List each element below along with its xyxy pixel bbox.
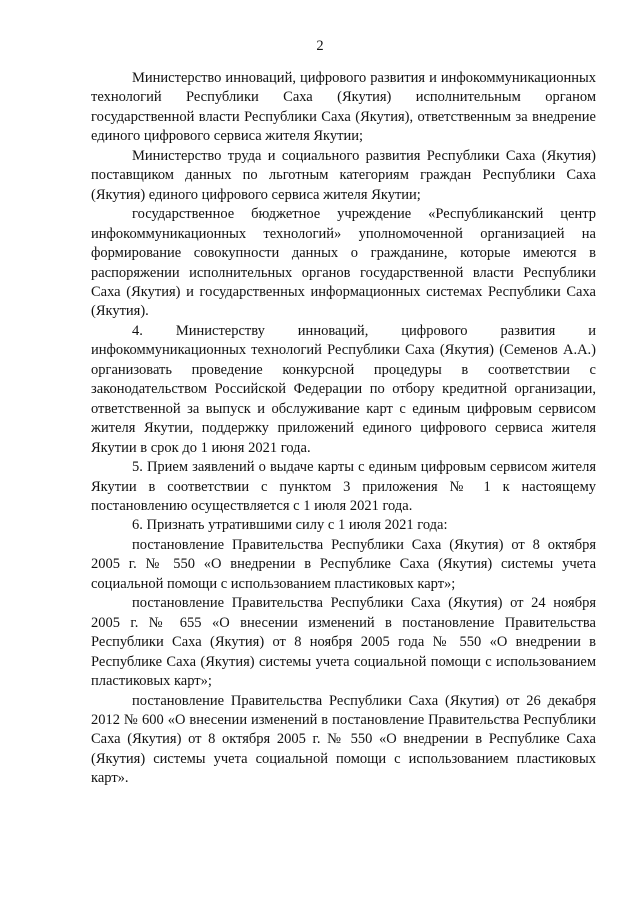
paragraph-resolution-655: постановление Правительства Республики Саха (Якутия) от 24 ноября 2005 г. № 655 «О внесении изменений в постановление Правительства Республики Саха (Якутия) от 8 ноября 2005 года № 550 «О внедрении в Республике Саха (Якутия) системы учета социальной помощи с использованием пластиковых карт»; [91, 595, 596, 690]
paragraph-ict-center: государственное бюджетное учреждение «Республиканский центр инфокоммуникационных технологий» уполномоченной организацией на формирование совокупности данных о гражданине, которые имеются в распоряжении исполнительных органов государственной власти Республики Саха (Якутия) и государственных информационных системах Республики Саха (Якутия). [91, 206, 596, 320]
document-body [91, 69, 596, 789]
page-number: 2 [316, 38, 324, 54]
paragraph-item-5: 5. Прием заявлений о выдаче карты с единым цифровым сервисом жителя Якутии в соответствии с пунктом 3 приложения № 1 к настоящему постановлению осуществляется с 1 июля 2021 года. [91, 459, 596, 514]
paragraph-ministry-labor: Министерство труда и социального развития Республики Саха (Якутия) поставщиком данных по льготным категориям граждан Республики Саха (Якутия) единого цифрового сервиса жителя Якутии; [91, 147, 596, 203]
paragraph-resolution-550: постановление Правительства Республики Саха (Якутия) от 8 октября 2005 г. № 550 «О внедрении в Республике Саха (Якутия) системы учета социальной помощи с использованием пластиковых карт»; [91, 536, 596, 592]
paragraph-item-6: 6. Признать утратившими силу с 1 июля 2021 года: [132, 517, 448, 534]
paragraph-ministry-innovation: Министерство инноваций, цифрового развития и инфокоммуникационных технологий Республики Саха (Якутия) исполнительным органом государственной власти Республики Саха (Якутия), ответственным за внедрение единого цифрового сервиса жителя Якутии; [91, 70, 596, 145]
paragraph-item-4: 4. Министерству инноваций, цифрового развития и инфокоммуникационных технологий Республики Саха (Якутия) (Семенов А.А.) организовать проведение конкурсной процедуры в соответствии с законодательством Российской Федерации по отбору кредитной организации, ответственной за выпуск и обслуживание карт с единым цифровым сервисом жителя Якутии, поддержку приложений единого цифрового сервиса жителя Якутии в срок до 1 июня 2021 года. [91, 322, 596, 456]
paragraph-resolution-600: постановление Правительства Республики Саха (Якутия) от 26 декабря 2012 № 600 «О внесении изменений в постановление Правительства Республики Саха (Якутия) от 8 октября 2005 г. № 550 «О внедрении в Республике Саха (Якутия) системы учета социальной помощи с использованием пластиковых карт». [91, 692, 596, 787]
